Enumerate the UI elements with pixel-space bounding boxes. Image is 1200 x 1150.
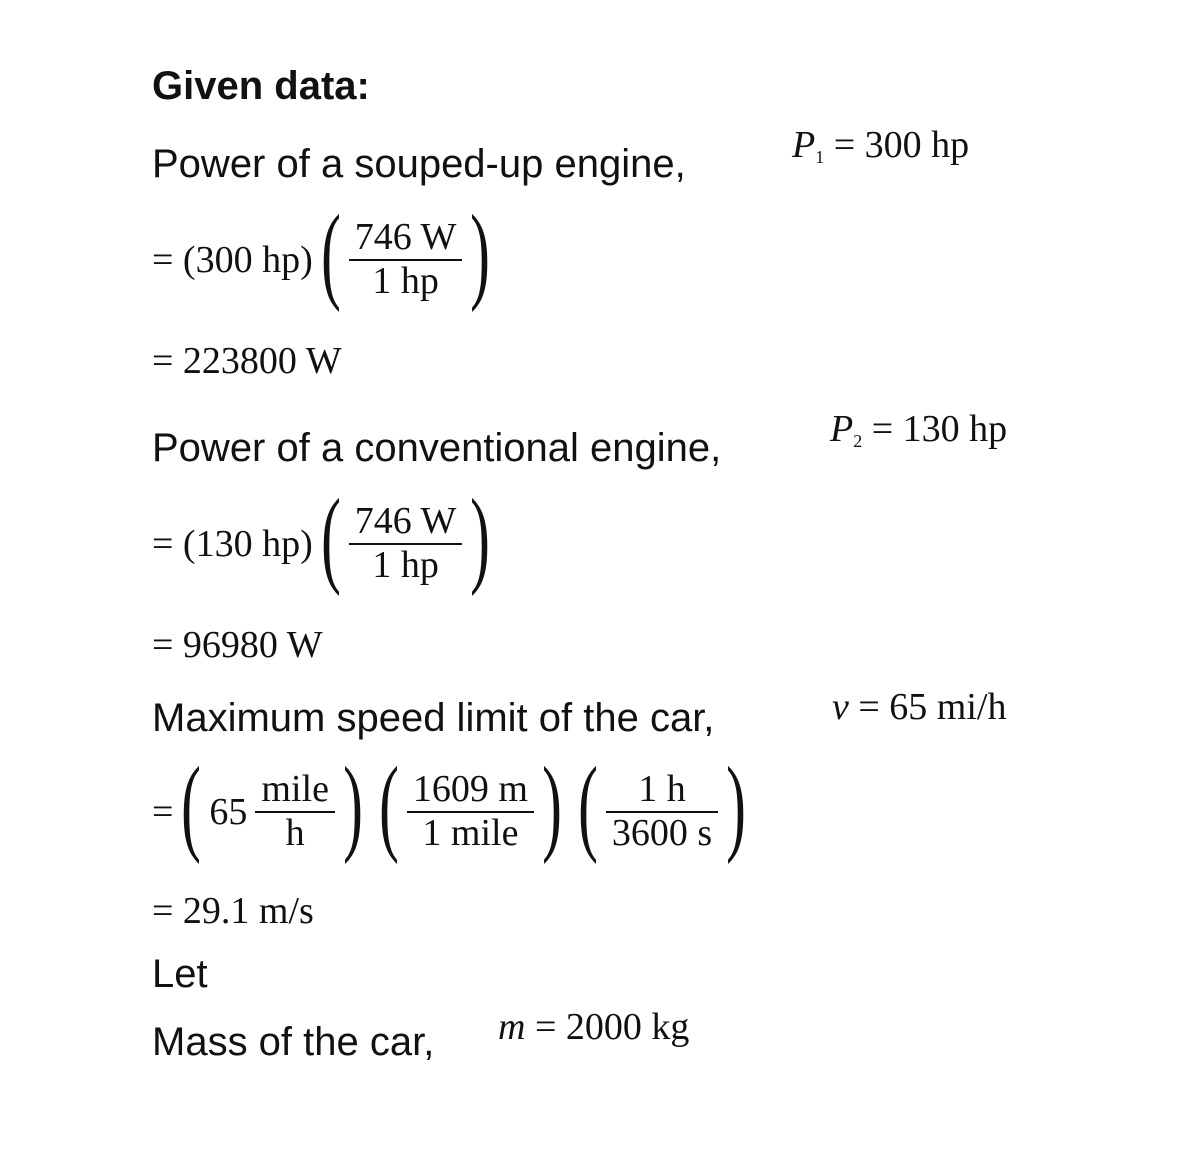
speed-label: Maximum speed limit of the car, [152, 696, 715, 740]
left-paren: ( [320, 194, 341, 313]
speed-conversion [152, 746, 754, 872]
speed-fraction-1-denominator: h [285, 812, 305, 854]
p1-conversion-prefix: = (300 hp) [152, 239, 313, 281]
mass-equation [498, 1008, 689, 1046]
right-paren: ) [343, 746, 363, 865]
p1-result: = 223800 W [152, 340, 342, 382]
right-paren: ) [726, 746, 747, 865]
speed-fraction-2-denominator: 1 mile [422, 812, 519, 854]
given-data-heading: Given data: [152, 64, 370, 108]
p1-label: Power of a souped-up engine, [152, 142, 686, 186]
p2-subscript: 2 [853, 431, 863, 451]
mass-value: = 2000 kg [534, 1006, 690, 1048]
mass-symbol: m [498, 1006, 526, 1048]
left-paren: ( [578, 746, 598, 865]
let-label: Let [152, 952, 208, 996]
speed-value: = 65 mi/h [858, 686, 1007, 728]
p2-symbol: P [830, 408, 854, 450]
speed-coefficient: 65 [209, 791, 248, 833]
speed-fraction-3-numerator: 1 h [606, 769, 718, 813]
p2-equation [830, 408, 1008, 451]
p2-value: = 130 hp [871, 408, 1008, 450]
right-paren: ) [470, 478, 491, 597]
speed-fraction-1 [255, 769, 335, 855]
p1-fraction-numerator: 746 W [349, 217, 463, 261]
left-paren: ( [181, 746, 202, 865]
p1-value: = 300 hp [833, 124, 970, 166]
speed-fraction-3-denominator: 3600 s [611, 812, 713, 854]
speed-fraction-3 [606, 769, 718, 855]
p1-fraction-denominator: 1 hp [372, 260, 439, 302]
p2-conversion-prefix: = (130 hp) [152, 523, 313, 565]
speed-equation [832, 688, 1006, 726]
p2-conversion [152, 478, 498, 604]
speed-fraction-2 [407, 769, 534, 855]
p2-fraction-numerator: 746 W [349, 501, 463, 545]
p1-equation [792, 124, 970, 167]
p1-symbol: P [792, 124, 816, 166]
speed-fraction-2-numerator: 1609 m [407, 769, 534, 813]
p2-result: = 96980 W [152, 624, 323, 666]
p1-conversion [152, 194, 498, 320]
left-paren: ( [320, 478, 341, 597]
right-paren: ) [542, 746, 562, 865]
left-paren: ( [379, 746, 399, 865]
right-paren: ) [470, 194, 491, 313]
p2-conversion-fraction [349, 501, 463, 587]
speed-symbol: v [832, 686, 849, 728]
p1-subscript: 1 [815, 147, 825, 167]
speed-conversion-eq: = [152, 791, 174, 833]
speed-result: = 29.1 m/s [152, 890, 314, 932]
speed-fraction-1-numerator: mile [255, 769, 335, 813]
p2-label: Power of a conventional engine, [152, 426, 722, 470]
p1-conversion-fraction [349, 217, 463, 303]
p2-fraction-denominator: 1 hp [372, 544, 439, 586]
mass-label: Mass of the car, [152, 1020, 435, 1064]
